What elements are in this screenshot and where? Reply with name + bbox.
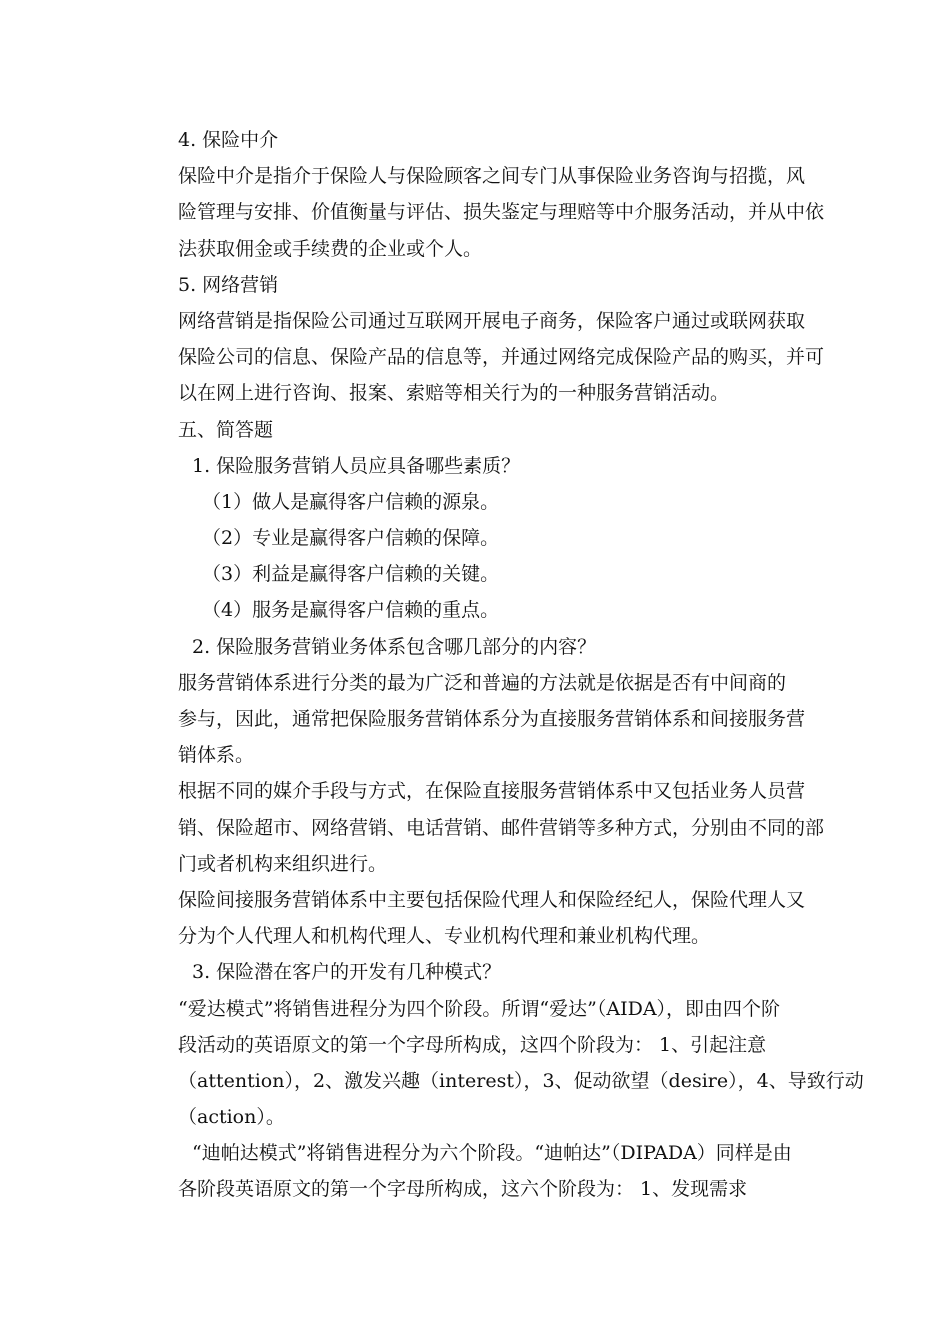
text-line: 1. 保险服务营销人员应具备哪些素质？ [192,454,521,477]
text-line: 分为个人代理人和机构代理人、专业机构代理和兼业机构代理。 [178,925,711,948]
text-line: 4. 保险中介 [178,129,279,151]
text-line: 法获取佣金或手续费的企业或个人。 [178,237,483,260]
text-line: 销、保险超市、网络营销、电话营销、邮件营销等多种方式，分别由不同的部 [178,816,825,839]
text-line: “迪帕达模式”将销售进程分为六个阶段。“迪帕达”（DIPADA）同样是由 [192,1142,792,1165]
text-line: 以在网上进行咨询、报案、索赔等相关行为的一种服务营销活动。 [178,382,730,405]
text-line: 保险间接服务营销体系中主要包括保险代理人和保险经纪人，保险代理人又 [178,888,806,911]
text-line: 保险公司的信息、保险产品的信息等，并通过网络完成保险产品的购买，并可 [178,346,825,369]
text-line: 网络营销是指保险公司通过互联网开展电子商务，保险客户通过或联网获取 [178,309,806,332]
text-line: （attention），2、激发兴趣（interest），3、促动欲望（desire），4、导致行动 [178,1069,864,1092]
text-line: 2. 保险服务营销业务体系包含哪几部分的内容？ [192,635,597,658]
text-line: 服务营销体系进行分类的最为广泛和普遍的方法就是依据是否有中间商的 [178,671,787,694]
text-line: 各阶段英语原文的第一个字母所构成，这六个阶段为： 1、发现需求 [178,1178,748,1201]
text-line: 保险中介是指介于保险人与保险顾客之间专门从事保险业务咨询与招揽，风 [178,165,806,188]
text-line: 险管理与安排、价值衡量与评估、损失鉴定与理赔等中介服务活动，并从中依 [178,201,825,224]
text-line: 五、简答题 [178,418,274,441]
text-line: 根据不同的媒介手段与方式，在保险直接服务营销体系中又包括业务人员营 [178,780,806,803]
text-line: （action）。 [178,1106,285,1129]
text-line: 销体系。 [178,744,255,767]
text-line: （2）专业是赢得客户信赖的保障。 [202,527,500,550]
text-line: 段活动的英语原文的第一个字母所构成，这四个阶段为： 1、引起注意 [178,1033,767,1056]
text-line: “爱达模式”将销售进程分为四个阶段。所谓“爱达”（AIDA），即由四个阶 [178,997,781,1020]
text-line: （1）做人是赢得客户信赖的源泉。 [202,490,500,513]
text-line: （3）利益是赢得客户信赖的关键。 [202,563,500,586]
document-body [178,122,864,1208]
text-line: 参与，因此，通常把保险服务营销体系分为直接服务营销体系和间接服务营 [178,708,806,730]
text-line: （4）服务是赢得客户信赖的重点。 [202,599,500,622]
text-line: 3. 保险潜在客户的开发有几种模式？ [192,961,502,984]
text-line: 5. 网络营销 [178,273,279,296]
text-line: 门或者机构来组织进行。 [178,852,388,875]
